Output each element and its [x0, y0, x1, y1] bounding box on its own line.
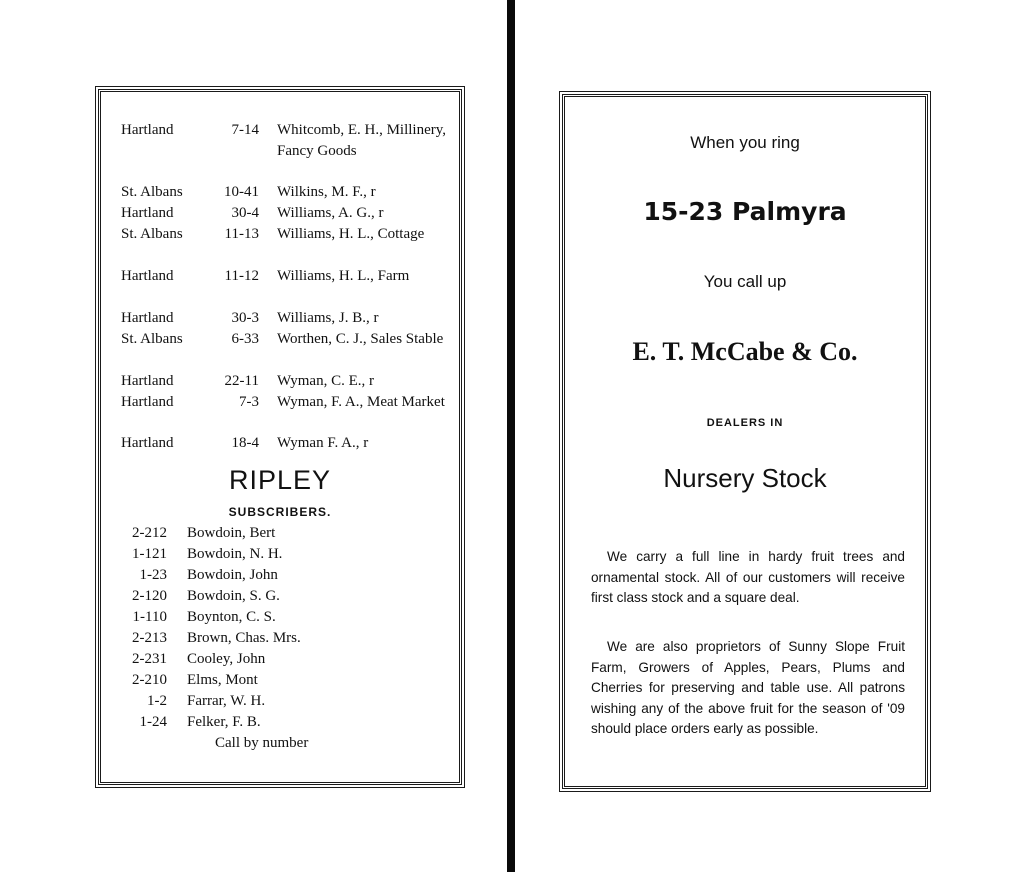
- entry-town: Hartland: [121, 394, 174, 410]
- subscriber-number: 1-110: [132, 609, 167, 625]
- advertisement-page: [562, 94, 928, 789]
- subscriber-name: Felker, F. B.: [187, 714, 261, 730]
- subscribers-heading: SUBSCRIBERS.: [228, 505, 332, 519]
- entry-name: Wyman F. A., r: [277, 435, 369, 451]
- subscriber-name: Brown, Chas. Mrs.: [187, 630, 301, 646]
- subscriber-number: 1-121: [132, 546, 167, 562]
- entry-town: St. Albans: [121, 184, 183, 200]
- ad-dealers-label: DEALERS IN: [706, 417, 784, 429]
- subscriber-entry: [101, 630, 459, 650]
- subscriber-name: Cooley, John: [187, 651, 266, 667]
- entry-number: 10-41: [224, 184, 259, 200]
- entry-town: Hartland: [121, 435, 174, 451]
- subscriber-name: Bowdoin, Bert: [187, 525, 276, 541]
- entry-town: Hartland: [121, 122, 174, 138]
- entry-name: Williams, H. L., Farm: [277, 268, 410, 284]
- entry-name: Worthen, C. J., Sales Stable: [277, 331, 444, 347]
- entry-number: 7-14: [231, 122, 259, 138]
- subscriber-name: Elms, Mont: [187, 672, 258, 688]
- subscriber-name: Bowdoin, S. G.: [187, 588, 280, 604]
- entry-town: St. Albans: [121, 226, 183, 242]
- subscriber-entry: [101, 693, 459, 713]
- entry-town: St. Albans: [121, 331, 183, 347]
- entry-name: Williams, J. B., r: [277, 310, 379, 326]
- subscriber-number: 2-210: [132, 672, 167, 688]
- entry-town: Hartland: [121, 373, 174, 389]
- directory-page: [98, 89, 462, 785]
- entry-number: 18-4: [231, 435, 259, 451]
- book-spine-shadow: [507, 0, 515, 872]
- entry-name: Wilkins, M. F., r: [277, 184, 376, 200]
- subscriber-number: 1-24: [139, 714, 167, 730]
- ad-paragraph: We carry a full line in hardy fruit trees and ornamental stock. All of our customers will receive first class stock and a square deal.: [591, 549, 905, 605]
- subscriber-entry: [101, 546, 459, 566]
- subscriber-entry: [101, 567, 459, 587]
- subscriber-entry: [101, 609, 459, 629]
- ad-intro-line: When you ring: [690, 133, 800, 152]
- subscriber-name: Bowdoin, N. H.: [187, 546, 283, 562]
- ad-product-heading: Nursery Stock: [663, 463, 827, 493]
- section-title: RIPLEY: [228, 465, 332, 495]
- ad-company-name: E. T. McCabe & Co.: [632, 337, 858, 366]
- subscriber-number: 2-213: [132, 630, 167, 646]
- subscriber-number: 1-23: [139, 567, 167, 583]
- subscriber-number: 2-231: [132, 651, 167, 667]
- entry-name: Wyman, F. A., Meat Market: [277, 394, 445, 410]
- entry-town: Hartland: [121, 205, 174, 221]
- call-instruction: Call by number: [215, 735, 309, 751]
- entry-name: Whitcomb, E. H., Millinery, Fancy Goods: [277, 122, 446, 159]
- subscriber-name: Farrar, W. H.: [187, 693, 266, 709]
- subscriber-number: 2-120: [132, 588, 167, 604]
- subscriber-name: Bowdoin, John: [187, 567, 278, 583]
- subscriber-entry: [101, 672, 459, 692]
- subscriber-entry: [101, 714, 459, 734]
- subscriber-entry: [101, 651, 459, 671]
- entry-name: Williams, A. G., r: [277, 205, 384, 221]
- entry-number: 30-4: [231, 205, 259, 221]
- ad-paragraph: We are also proprietors of Sunny Slope Fruit Farm, Growers of Apples, Pears, Plums and Cherries for preserving and table use. All patrons wishing any of the above fruit for the season of '09 should place orders early as possible.: [591, 639, 905, 736]
- entry-number: 22-11: [224, 373, 259, 389]
- entry-number: 11-12: [224, 268, 259, 284]
- entry-number: 7-3: [239, 394, 259, 410]
- entry-number: 11-13: [224, 226, 259, 242]
- subscriber-number: 2-212: [132, 525, 167, 541]
- entry-town: Hartland: [121, 268, 174, 284]
- subscriber-number: 1-2: [147, 693, 167, 709]
- ad-call-line: You call up: [703, 272, 787, 291]
- entry-number: 30-3: [231, 310, 259, 326]
- entry-town: Hartland: [121, 310, 174, 326]
- entry-name: Williams, H. L., Cottage: [277, 226, 425, 242]
- subscriber-name: Boynton, C. S.: [187, 609, 276, 625]
- subscriber-entry: [101, 525, 459, 545]
- ad-phone-number: 15-23 Palmyra: [643, 197, 847, 226]
- entry-number: 6-33: [231, 331, 259, 347]
- directory-entry: [101, 120, 459, 182]
- entry-name: Wyman, C. E., r: [277, 373, 374, 389]
- subscriber-entry: [101, 588, 459, 608]
